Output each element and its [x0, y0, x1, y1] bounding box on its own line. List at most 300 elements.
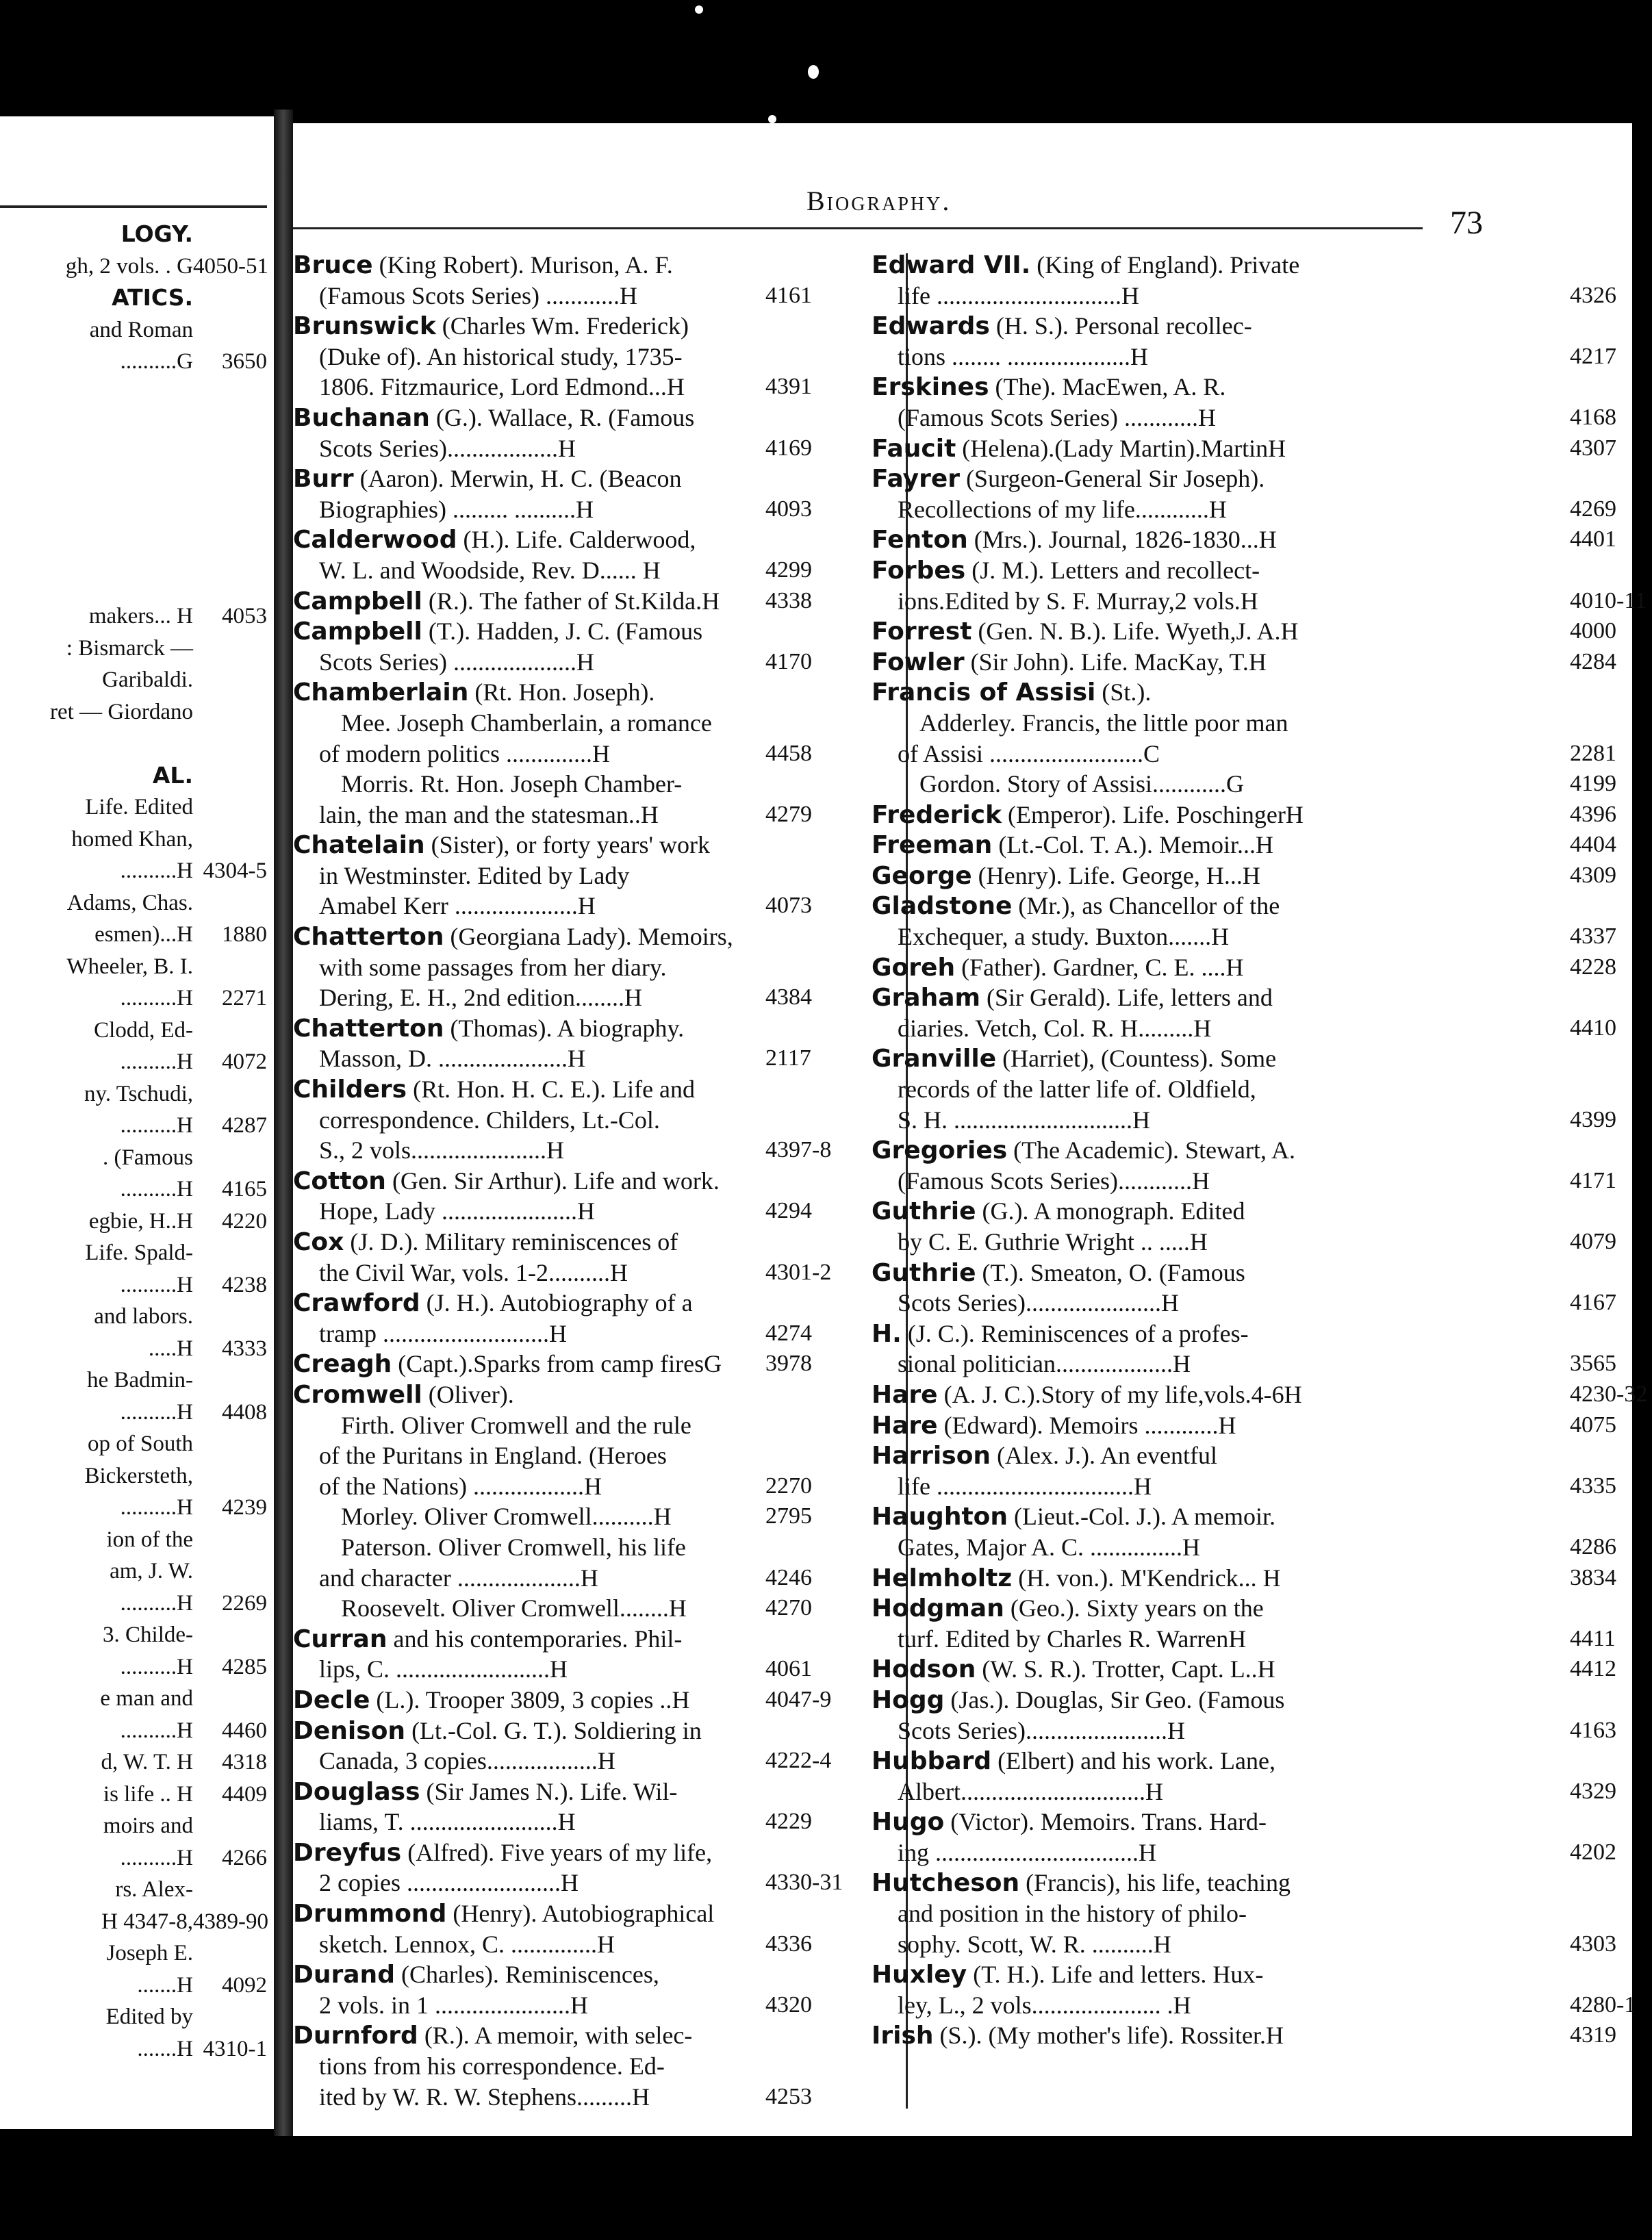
left-page-line [0, 983, 274, 1013]
entry-text [872, 952, 1244, 984]
entry-heading: Calderwood [293, 526, 457, 555]
index-entry-line [293, 1685, 895, 1716]
entry-body: turf. Edited by Charles R. WarrenH [898, 1625, 1247, 1653]
index-entry-line [293, 1471, 895, 1502]
entry-body: (Alex. J.). An eventful [997, 1442, 1217, 1470]
entry-body: Albert..............................H [898, 1777, 1163, 1805]
call-number: 4404 [1570, 832, 1616, 858]
entry-body: Biographies) ......... ..........H [319, 495, 594, 523]
left-page-line-number: 4072 [222, 1049, 267, 1074]
left-page-line-number: 2271 [222, 986, 267, 1010]
entry-heading: Crawford [293, 1289, 420, 1318]
entry-body: 2 vols. in 1 ......................H [319, 1991, 589, 2019]
entry-heading: Chatterton [293, 923, 444, 952]
entry-heading: Erskines [872, 373, 989, 402]
left-page-line [0, 570, 274, 600]
left-page-line [0, 346, 274, 377]
left-page-line [0, 251, 274, 281]
left-page-line [0, 1588, 274, 1618]
entry-heading: Burr [293, 465, 354, 494]
entry-body: ions.Edited by S. F. Murray,2 vols.H [898, 587, 1258, 615]
entry-body: Morris. Rt. Hon. Joseph Chamber- [341, 770, 683, 798]
left-page-line-number: 4333 [222, 1336, 267, 1361]
index-entry-line [293, 1196, 895, 1227]
entry-text [898, 1929, 1171, 1960]
scan-speck [808, 65, 819, 79]
entry-text [319, 1319, 567, 1349]
left-page-line-text: ..........H [120, 1177, 193, 1201]
entry-body: life ..............................H [898, 281, 1139, 309]
entry-text [898, 1990, 1191, 2021]
entry-text [872, 1501, 1275, 1533]
call-number: 4326 [1570, 282, 1616, 308]
entry-text [872, 1868, 1291, 1899]
entry-text [293, 2020, 692, 2052]
index-entry-line [872, 1837, 1652, 1868]
entry-body: Canada, 3 copies..................H [319, 1747, 615, 1775]
index-entry-line [293, 1135, 895, 1166]
index-entry-line [872, 1807, 1652, 1837]
index-entry-line [293, 1624, 895, 1655]
entry-body: (G.). A monograph. Edited [982, 1197, 1245, 1225]
entry-text [319, 372, 685, 403]
entry-heading: Brunswick [293, 312, 436, 341]
index-entry-line [293, 2020, 895, 2051]
call-number: 4161 [765, 282, 812, 308]
index-entry-line [293, 952, 895, 983]
entry-body: life ................................H [898, 1472, 1152, 1500]
entry-text [898, 1898, 1247, 1929]
entry-body: ley, L., 2 vols..................... .H [898, 1991, 1191, 2019]
left-page-line [0, 761, 274, 791]
entry-heading: Cromwell [293, 1380, 422, 1409]
left-page-line [0, 1556, 274, 1586]
entry-text [898, 1624, 1246, 1655]
index-entry-line [293, 1563, 895, 1594]
call-number: 4269 [1570, 496, 1616, 522]
left-page-line [0, 1429, 274, 1459]
left-page-line-text: ..........H [120, 1718, 193, 1743]
entry-text [341, 1532, 686, 1563]
entry-text [293, 1716, 702, 1747]
left-page-line [0, 952, 274, 982]
entry-text [898, 739, 1160, 769]
entry-text [898, 1166, 1210, 1197]
entry-body: (Rt. Hon. H. C. E.). Life and [413, 1076, 696, 1104]
entry-heading: Denison [293, 1716, 406, 1745]
entry-body: (Sir Gerald). Life, letters and [987, 984, 1273, 1012]
entry-heading: Hare [872, 1380, 938, 1409]
index-entry-line [293, 1959, 895, 1990]
entry-text [293, 1013, 684, 1045]
index-entry-line [872, 342, 1652, 372]
left-page-line-text: .......H [137, 2036, 193, 2061]
entry-body: sketch. Lennox, C. ..............H [319, 1930, 615, 1958]
entry-body: Masson, D. .....................H [319, 1045, 586, 1073]
entry-text [319, 342, 683, 372]
call-number: 4000 [1570, 618, 1616, 644]
entry-body: Morley. Oliver Cromwell..........H [341, 1503, 672, 1531]
index-entry-line [872, 1929, 1652, 1960]
entry-text [293, 1837, 712, 1869]
left-page-line [0, 1843, 274, 1873]
entry-text [341, 769, 682, 800]
entry-text [872, 433, 1286, 465]
entry-text [872, 861, 1260, 892]
right-column [872, 250, 1652, 2051]
entry-text [872, 1258, 1245, 1289]
entry-body: (Aaron). Merwin, H. C. (Beacon [359, 465, 682, 493]
index-entry-line [293, 311, 895, 342]
entry-body: (Famous Scots Series) ............H [898, 403, 1216, 431]
entry-body: ited by W. R. W. Stephens.........H [319, 2083, 650, 2111]
index-entry-line [872, 1074, 1652, 1105]
entry-body: (Mr.), as Chancellor of the [1018, 892, 1280, 920]
left-page-line [0, 1874, 274, 1905]
entry-body: (Edward). Memoirs ............H [943, 1411, 1236, 1439]
index-entry-line [872, 1593, 1652, 1624]
scan-speck [768, 115, 776, 123]
left-page-line-text: Life. Edited [85, 795, 193, 819]
left-page-line-number: 4238 [222, 1272, 267, 1297]
entry-body: (Gen. N. B.). Life. Wyeth,J. A.H [978, 618, 1299, 646]
entry-text [898, 1227, 1208, 1258]
left-page-line [0, 1970, 274, 2000]
call-number: 4217 [1570, 343, 1616, 369]
index-entry-line [872, 1654, 1652, 1685]
index-entry-line [293, 1593, 895, 1624]
left-page-line-text: ny. Tschudi, [84, 1081, 193, 1106]
index-entry-line [293, 1258, 895, 1288]
entry-body: (Charles). Reminiscences, [401, 1961, 659, 1989]
entry-body: (The Academic). Stewart, A. [1013, 1136, 1296, 1164]
entry-body: (Mrs.). Journal, 1826-1830...H [974, 526, 1277, 554]
entry-body: in Westminster. Edited by Lady [319, 861, 630, 889]
entry-body: (J. H.). Autobiography of a [426, 1289, 693, 1317]
index-entry-line [872, 311, 1652, 342]
entry-heading: Guthrie [872, 1258, 976, 1287]
entry-text [898, 1013, 1211, 1044]
page-gutter [274, 110, 293, 2136]
entry-text [293, 250, 673, 281]
entry-body: lain, the man and the statesman..H [319, 800, 659, 828]
entry-text [919, 708, 1288, 739]
entry-text [293, 1288, 693, 1319]
index-entry-line [872, 1319, 1652, 1349]
entry-text [898, 1074, 1256, 1105]
entry-heading: Chamberlain [293, 678, 469, 707]
left-page-line [0, 1747, 274, 1777]
left-page-line [0, 1174, 274, 1204]
entry-body: (Jas.). Douglas, Sir Geo. (Famous [950, 1685, 1285, 1714]
entry-heading: Freeman [872, 831, 993, 860]
entry-heading: Frederick [872, 800, 1002, 829]
left-page-line-text: ATICS. [112, 284, 193, 311]
entry-text [293, 463, 681, 495]
entry-heading: Faucit [872, 434, 956, 463]
entry-body: (Helena).(Lady Martin).MartinH [962, 434, 1286, 462]
index-entry-line [872, 1196, 1652, 1227]
left-page-line-text: H 4347-8, [101, 1909, 193, 1934]
entry-text [898, 1105, 1150, 1136]
call-number: 4384 [765, 984, 812, 1010]
left-page-line [0, 1397, 274, 1427]
call-number: 4253 [765, 2083, 812, 2109]
left-page-line-text: : Bismarck — [66, 635, 193, 661]
left-page-line-number: 4239 [222, 1495, 267, 1520]
entry-body: ing .................................H [898, 1838, 1156, 1866]
page-title: Biography. [806, 186, 952, 216]
index-entry-line [293, 1074, 895, 1105]
call-number: 4320 [765, 1991, 812, 2018]
entry-text [341, 1501, 672, 1532]
index-entry-line [293, 1440, 895, 1471]
entry-heading: George [872, 861, 972, 890]
call-number: 2117 [765, 1045, 811, 1071]
left-page-line [0, 728, 274, 759]
index-entry-line [872, 1349, 1652, 1379]
entry-text [319, 1440, 667, 1471]
call-number: 4168 [1570, 404, 1616, 430]
entry-body: (Famous Scots Series) ............H [319, 281, 637, 309]
entry-text [293, 403, 694, 434]
left-page-line [0, 1015, 274, 1045]
entry-body: (J. D.). Military reminiscences of [350, 1228, 678, 1256]
entry-text [872, 311, 1252, 342]
index-entry-line [293, 342, 895, 372]
entry-body: (Harriet), (Countess). Some [1002, 1045, 1277, 1073]
call-number: 4303 [1570, 1931, 1616, 1957]
call-number: 4410 [1570, 1015, 1616, 1041]
index-entry-line [872, 1043, 1652, 1074]
entry-body: (Duke of). An historical study, 1735- [319, 342, 683, 370]
entry-body: Gates, Major A. C. ...............H [898, 1533, 1200, 1561]
call-number: 3565 [1570, 1351, 1616, 1377]
entry-text [319, 1990, 588, 2021]
index-entry-line [872, 1959, 1652, 1990]
entry-body: liams, T. ........................H [319, 1808, 576, 1836]
entry-body: (St.). [1102, 678, 1152, 707]
left-page-line-text: moirs and [103, 1813, 193, 1838]
entry-text [319, 1746, 615, 1777]
index-entry-line [872, 1440, 1652, 1471]
index-entry-line [293, 1349, 895, 1379]
index-entry-line [293, 1716, 895, 1746]
left-page-line [0, 1492, 274, 1523]
left-page-line-text: ..........H [120, 1845, 193, 1870]
entry-heading: Hugo [872, 1808, 945, 1837]
index-entry-line [293, 708, 895, 739]
left-page-line-text: is life .. H [103, 1781, 193, 1807]
entry-body: (T.). Smeaton, O. (Famous [982, 1258, 1245, 1286]
index-entry-line [872, 1013, 1652, 1044]
entry-text [319, 1868, 579, 1898]
call-number: 4330-31 [765, 1870, 843, 1896]
left-page-line-text: esmen)...H [94, 922, 193, 947]
entry-text [319, 1196, 595, 1227]
entry-text [872, 1807, 1267, 1838]
entry-body: Amabel Kerr ....................H [319, 892, 596, 920]
index-entry-line [293, 372, 895, 403]
entry-heading: Francis of Assisi [872, 678, 1096, 707]
index-entry-line [872, 250, 1652, 281]
call-number: 4411 [1570, 1625, 1616, 1651]
left-page-line-number: 4285 [222, 1654, 267, 1679]
call-number: 4167 [1570, 1290, 1616, 1316]
index-entry-line [293, 1837, 895, 1868]
entry-text [319, 1807, 576, 1837]
entry-text [872, 463, 1265, 495]
entry-text [319, 2051, 665, 2082]
entry-heading: Gregories [872, 1136, 1008, 1165]
left-page-line-number: 4409 [222, 1781, 267, 1807]
index-entry-line [872, 1746, 1652, 1777]
entry-body: Scots Series)..................H [319, 434, 576, 462]
left-page-line-text: Edited by [105, 2004, 193, 2029]
left-page-line-text: ..........G [120, 349, 193, 374]
index-entry-line [293, 677, 895, 708]
entry-heading: Harrison [872, 1442, 991, 1471]
entry-body: (W. S. R.). Trotter, Capt. L..H [982, 1655, 1275, 1683]
index-entry-line [872, 861, 1652, 891]
entry-body: (Sister), or forty years' work [431, 831, 710, 859]
entry-heading: Campbell [293, 618, 422, 646]
call-number: 4073 [765, 893, 812, 919]
call-number: 4169 [765, 435, 812, 461]
call-number: 4280-1 [1570, 1991, 1636, 2018]
call-number: 4246 [765, 1564, 812, 1590]
left-page-line-text: ..........H [120, 1495, 193, 1520]
entry-text [319, 952, 667, 983]
call-number: 4336 [765, 1931, 812, 1957]
page-number: 73 [1450, 205, 1483, 241]
entry-text [319, 1929, 615, 1960]
entry-body: (Elbert) and his work. Lane, [997, 1747, 1275, 1775]
entry-text [872, 1593, 1264, 1625]
entry-text [872, 1043, 1276, 1075]
index-entry-line [872, 1898, 1652, 1929]
entry-heading: Cox [293, 1228, 344, 1256]
entry-text [898, 586, 1258, 617]
left-page-line-text: .......H [137, 1972, 193, 1998]
left-page-line [0, 633, 274, 663]
entry-body: Scots Series) ....................H [319, 648, 594, 676]
index-entry-line [872, 921, 1652, 952]
entry-body: Firth. Oliver Cromwell and the rule [341, 1411, 691, 1439]
entry-text [293, 1777, 677, 1808]
call-number: 4228 [1570, 954, 1616, 980]
index-entry-line [872, 891, 1652, 921]
left-page-line-number: 4050-51 [193, 253, 268, 279]
index-entry-line [293, 647, 895, 678]
index-entry-line [293, 1868, 895, 1898]
call-number: 4399 [1570, 1106, 1616, 1132]
left-page-line [0, 537, 274, 568]
entry-body: (Gen. Sir Arthur). Life and work. [392, 1167, 720, 1195]
entry-text [293, 830, 710, 861]
index-entry-line [872, 2020, 1652, 2051]
left-page-line-text: d, W. T. H [101, 1750, 193, 1774]
left-page [0, 116, 274, 2129]
left-page-line [0, 1811, 274, 1841]
left-page-line-text: . (Famous [103, 1145, 193, 1170]
index-entry-line [293, 524, 895, 555]
left-page-line [0, 1652, 274, 1682]
entry-heading: Buchanan [293, 403, 430, 432]
index-entry-line [872, 1166, 1652, 1197]
left-page-line-number: 4220 [222, 1208, 267, 1234]
left-page-header-rule [0, 205, 267, 208]
entry-text [341, 1410, 691, 1441]
entry-text [872, 830, 1273, 861]
entry-text [898, 1777, 1163, 1807]
index-entry-line [293, 739, 895, 769]
entry-heading: Forrest [872, 618, 972, 646]
entry-text [319, 982, 642, 1013]
call-number: 4171 [1570, 1167, 1616, 1193]
call-number: 2281 [1570, 740, 1616, 766]
entry-body: 2 copies .........................H [319, 1869, 579, 1897]
entry-heading: Guthrie [872, 1197, 976, 1226]
entry-text [872, 2020, 1284, 2052]
entry-text [872, 1440, 1217, 1472]
entry-text [872, 1410, 1236, 1442]
entry-body: (Famous Scots Series)............H [898, 1167, 1210, 1195]
entry-text [319, 281, 637, 311]
entry-body: (Father). Gardner, C. E. ....H [961, 953, 1244, 981]
left-page-line [0, 601, 274, 631]
entry-heading: Campbell [293, 587, 422, 615]
left-page-line-text: op of South [87, 1431, 193, 1456]
index-entry-line [293, 463, 895, 494]
entry-text [319, 1105, 660, 1136]
index-entry-line [293, 1898, 895, 1929]
entry-heading: Graham [872, 984, 981, 1013]
index-entry-line [293, 1410, 895, 1441]
left-page-line [0, 219, 274, 249]
entry-text [293, 1624, 682, 1655]
entry-heading: Childers [293, 1076, 407, 1104]
entry-text [872, 677, 1151, 709]
left-page-line [0, 1461, 274, 1491]
main-page [293, 123, 1648, 2136]
left-page-line-text: ..........H [120, 1113, 193, 1138]
entry-heading: Helmholtz [872, 1564, 1013, 1592]
left-page-line [0, 665, 274, 695]
entry-heading: Chatterton [293, 1014, 444, 1043]
entry-heading: H. [872, 1319, 902, 1348]
index-entry-line [293, 1319, 895, 1349]
entry-body: (Charles Wm. Frederick) [442, 312, 689, 340]
entry-text [898, 281, 1139, 311]
entry-body: sional politician...................H [898, 1350, 1191, 1378]
entry-body: sophy. Scott, W. R. ..........H [898, 1930, 1171, 1958]
entry-text [293, 1349, 722, 1380]
left-page-line-text: and Roman [89, 317, 193, 342]
index-entry-line [872, 1563, 1652, 1594]
call-number: 3978 [765, 1351, 812, 1377]
left-page-line-text: AL. [152, 761, 193, 789]
index-entry-line [872, 1716, 1652, 1746]
entry-text [319, 1043, 585, 1074]
index-entry-line [293, 1166, 895, 1197]
index-entry-line [293, 1532, 895, 1563]
entry-body: (J. C.). Reminiscences of a profes- [907, 1319, 1249, 1347]
entry-body: Scots Series).......................H [898, 1716, 1185, 1744]
left-page-line-text: ret — Giordano [50, 699, 193, 724]
left-page-line-text: homed Khan, [71, 826, 193, 852]
call-number: 2795 [765, 1503, 812, 1529]
